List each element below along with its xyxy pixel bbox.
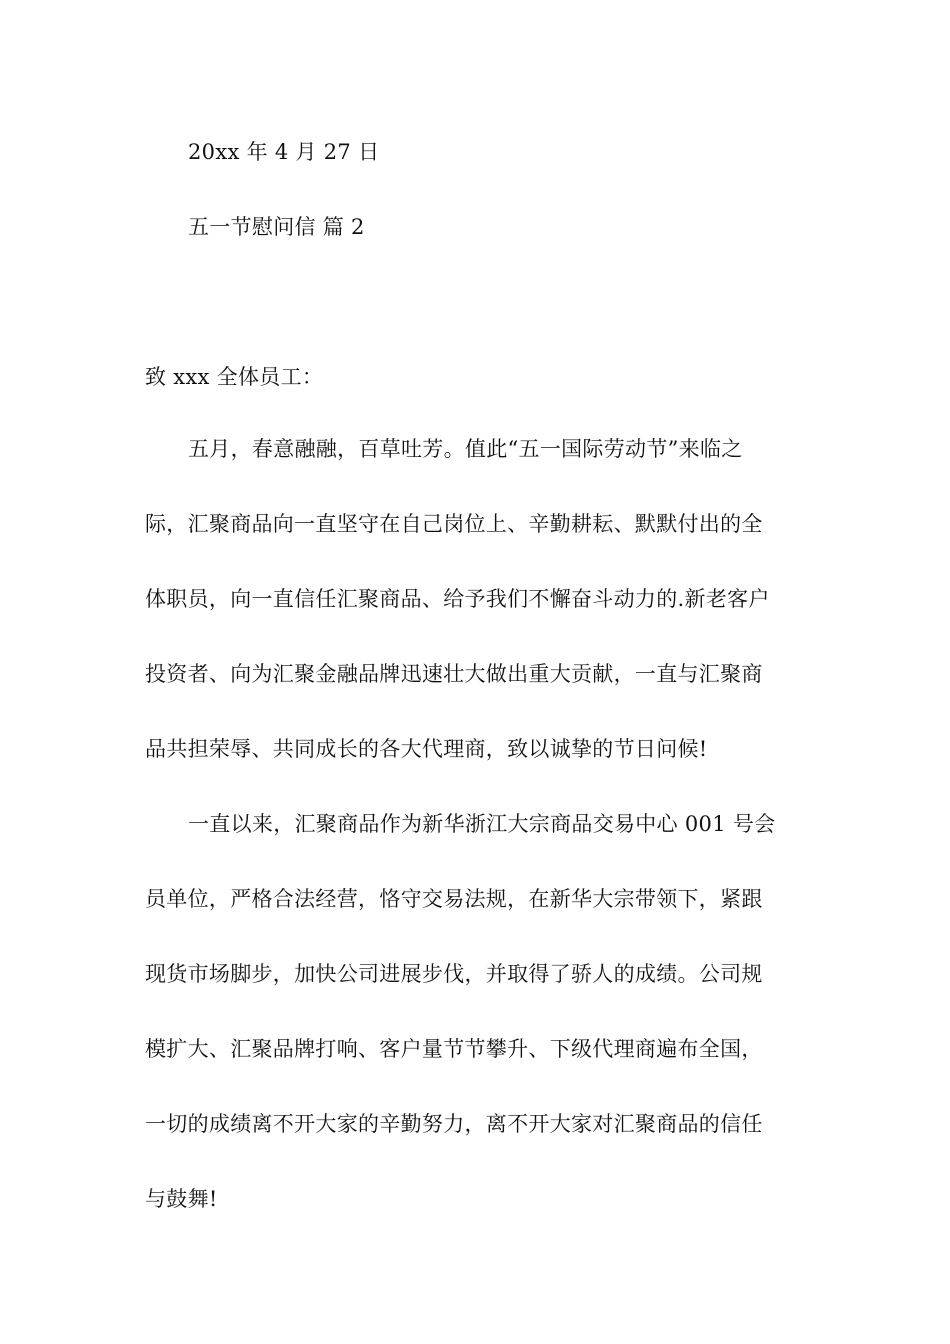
paragraph-line: 投资者、向为汇聚金融品牌迅速壮大做出重大贡献，一直与汇聚商	[145, 662, 763, 686]
paragraph-line: 际，汇聚商品向一直坚守在自己岗位上、辛勤耕耘、默默付出的全	[145, 512, 763, 536]
paragraph-line: 与鼓舞!	[145, 1187, 218, 1211]
letter-date: 20xx 年 4 月 27 日	[188, 140, 380, 164]
paragraph-line: 品共担荣辱、共同成长的各大代理商，致以诚挚的节日问候!	[145, 737, 708, 761]
paragraph-line: 五月，春意融融，百草吐芳。值此“五一国际劳动节”来临之	[188, 437, 743, 461]
paragraph-line: 体职员，向一直信任汇聚商品、给予我们不懈奋斗动力的.新老客户	[145, 587, 770, 611]
letter-heading: 五一节慰问信 篇 2	[188, 215, 365, 239]
paragraph-line: 一切的成绩离不开大家的辛勤努力，离不开大家对汇聚商品的信任	[145, 1112, 763, 1136]
paragraph-line: 员单位，严格合法经营，恪守交易法规，在新华大宗带领下，紧跟	[145, 887, 763, 911]
letter-salutation: 致 xxx 全体员工：	[145, 365, 324, 389]
paragraph-line: 模扩大、汇聚品牌打响、客户量节节攀升、下级代理商遍布全国，	[145, 1037, 763, 1061]
paragraph-line: 一直以来，汇聚商品作为新华浙江大宗商品交易中心 001 号会	[188, 812, 776, 836]
paragraph-line: 现货市场脚步，加快公司进展步伐，并取得了骄人的成绩。公司规	[145, 962, 763, 986]
